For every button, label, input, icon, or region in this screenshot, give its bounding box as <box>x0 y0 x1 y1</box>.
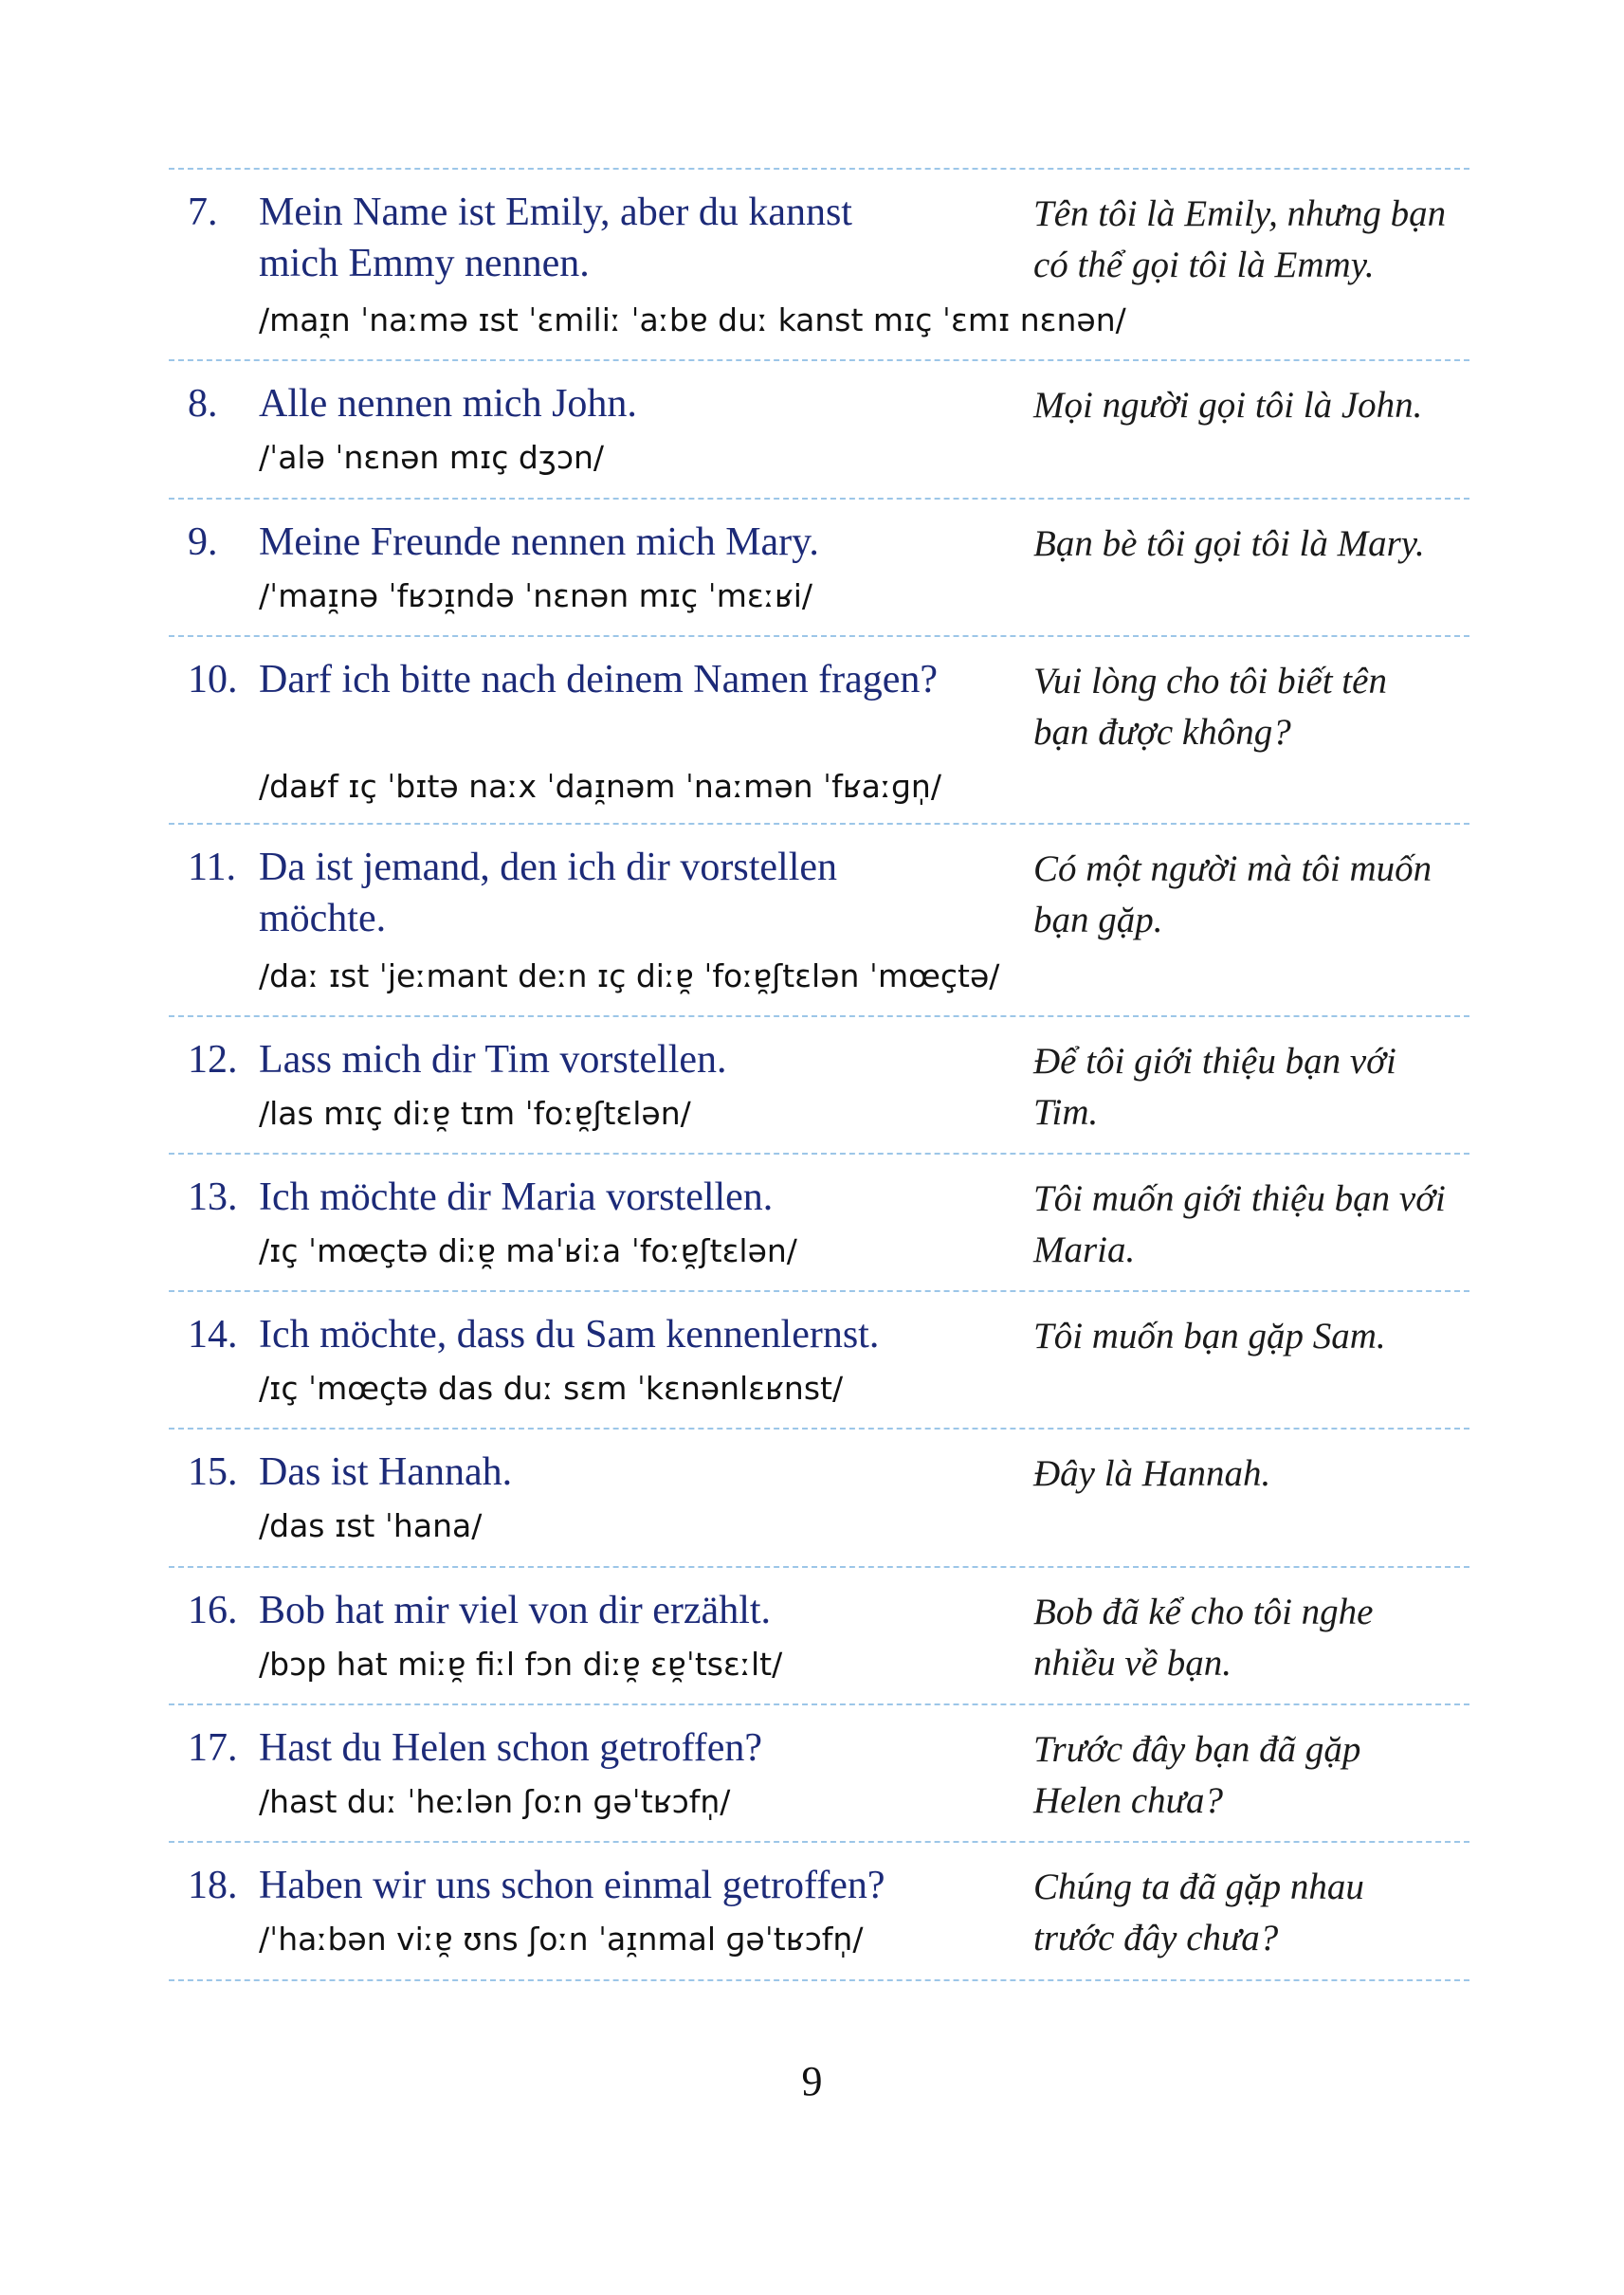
german-phrase: Da ist jemand, den ich dir vorstellen möchte. <box>259 846 838 940</box>
entry-number: 16. <box>188 1589 238 1632</box>
ipa-transcription: /ˈmaɪ̯nə ˈfʁɔɪ̯ndə ˈnɛnən mɪç ˈmɛːʁi/ <box>259 577 813 614</box>
german-phrase: Haben wir uns schon einmal getroffen? <box>259 1864 885 1907</box>
entry-number: 10. <box>188 658 238 701</box>
phrase-entry-8 <box>169 361 1469 500</box>
ipa-transcription: /maɪ̯n ˈnaːmə ɪst ˈɛmiliː ˈaːbɐ duː kanst mɪç ˈɛmɪ nɛnən/ <box>259 301 1126 338</box>
phrase-entry-11 <box>169 825 1469 1017</box>
vietnamese-translation: Đây là Hannah. <box>1033 1453 1271 1494</box>
ipa-transcription: /bɔp hat miːɐ̯ fiːl fɔn diːɐ̯ ɛɐ̯ˈtsɛːlt/ <box>259 1646 783 1683</box>
german-phrase: Meine Freunde nennen mich Mary. <box>259 520 819 564</box>
phrase-entry-9 <box>169 500 1469 637</box>
entry-number: 12. <box>188 1038 238 1082</box>
vietnamese-translation: Tên tôi là Emily, nhưng bạn có thể gọi tôi là Emmy. <box>1033 193 1447 285</box>
german-phrase: Ich möchte, dass du Sam kennenlernst. <box>259 1313 880 1357</box>
entry-number: 9. <box>188 520 218 564</box>
vietnamese-translation: Tôi muốn bạn gặp Sam. <box>1033 1316 1386 1357</box>
phrase-entry-18 <box>169 1843 1469 1981</box>
german-phrase: Ich möchte dir Maria vorstellen. <box>259 1175 774 1219</box>
german-phrase: Alle nennen mich John. <box>259 382 637 426</box>
entry-number: 7. <box>188 191 218 234</box>
german-phrase: Darf ich bitte nach deinem Namen fragen? <box>259 658 938 701</box>
entry-number: 15. <box>188 1450 238 1494</box>
phrase-entry-15 <box>169 1430 1469 1568</box>
vietnamese-translation: Bob đã kể cho tôi nghe nhiều về bạn. <box>1033 1592 1374 1684</box>
ipa-transcription: /ˈhaːbən viːɐ̯ ʊns ʃoːn ˈaɪ̯nmal ɡəˈtʁɔfn̩/ <box>259 1921 864 1958</box>
phrase-entry-12 <box>169 1017 1469 1155</box>
german-phrase: Das ist Hannah. <box>259 1450 513 1494</box>
entry-number: 18. <box>188 1864 238 1907</box>
vietnamese-translation: Bạn bè tôi gọi tôi là Mary. <box>1033 523 1425 564</box>
phrase-entry-17 <box>169 1705 1469 1843</box>
entry-number: 14. <box>188 1313 238 1357</box>
vietnamese-translation: Trước đây bạn đã gặp Helen chưa? <box>1033 1729 1361 1821</box>
phrase-entry-14 <box>169 1292 1469 1430</box>
entry-number: 17. <box>188 1726 238 1770</box>
ipa-transcription: /daː ɪst ˈjeːmant deːn ɪç diːɐ̯ ˈfoːɐ̯ʃtɛlən ˈmœçtə/ <box>259 957 1000 994</box>
german-phrase: Mein Name ist Emily, aber du kannst mich Emmy nennen. <box>259 191 852 285</box>
vietnamese-translation: Mọi người gọi tôi là John. <box>1033 385 1423 426</box>
entry-number: 11. <box>188 846 236 889</box>
ipa-transcription: /ˈalə ˈnɛnən mɪç dʒɔn/ <box>259 439 605 476</box>
phrase-entry-13 <box>169 1155 1469 1292</box>
german-phrase: Bob hat mir viel von dir erzählt. <box>259 1589 772 1632</box>
ipa-transcription: /das ɪst ˈhana/ <box>259 1507 483 1544</box>
german-phrase: Hast du Helen schon getroffen? <box>259 1726 763 1770</box>
phrase-list <box>169 168 1469 1981</box>
vietnamese-translation: Tôi muốn giới thiệu bạn với Maria. <box>1033 1178 1446 1270</box>
vietnamese-translation: Chúng ta đã gặp nhau trước đây chưa? <box>1033 1867 1364 1958</box>
vietnamese-translation: Có một người mà tôi muốn bạn gặp. <box>1033 848 1432 940</box>
vietnamese-translation: Vui lòng cho tôi biết tên bạn được không? <box>1033 661 1387 753</box>
phrase-entry-10 <box>169 637 1469 825</box>
entry-number: 8. <box>188 382 218 426</box>
ipa-transcription: /ɪç ˈmœçtə diːɐ̯ maˈʁiːa ˈfoːɐ̯ʃtɛlən/ <box>259 1232 797 1269</box>
ipa-transcription: /ɪç ˈmœçtə das duː sɛm ˈkɛnənlɛʁnst/ <box>259 1370 844 1407</box>
page-number: 9 <box>801 2058 823 2104</box>
ipa-transcription: /hast duː ˈheːlən ʃoːn ɡəˈtʁɔfn̩/ <box>259 1783 731 1820</box>
vietnamese-translation: Để tôi giới thiệu bạn với Tim. <box>1033 1041 1396 1133</box>
ipa-transcription: /daʁf ɪç ˈbɪtə naːx ˈdaɪ̯nəm ˈnaːmən ˈfʁaːɡn̩/ <box>259 768 941 805</box>
phrase-entry-7 <box>169 170 1469 361</box>
phrase-entry-16 <box>169 1568 1469 1705</box>
entry-number: 13. <box>188 1175 238 1219</box>
ipa-transcription: /las mɪç diːɐ̯ tɪm ˈfoːɐ̯ʃtɛlən/ <box>259 1095 691 1132</box>
german-phrase: Lass mich dir Tim vorstellen. <box>259 1038 727 1082</box>
